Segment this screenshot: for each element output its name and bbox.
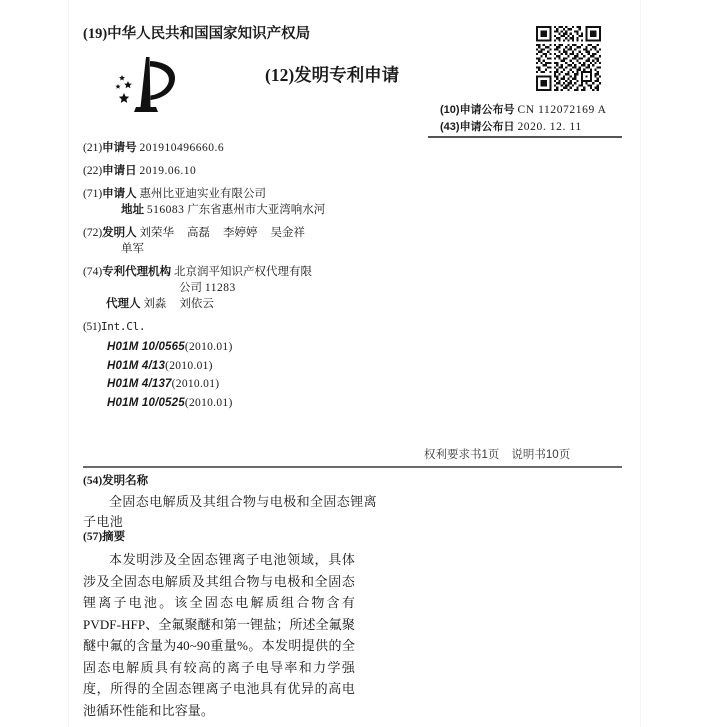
invention-title-text: 全固态电解质及其组合物与电极和全固态锂离子电池 <box>83 494 378 529</box>
ipc-symbol: H01M 10/0565 <box>107 341 185 353</box>
address-postcode: 516083 <box>146 204 185 216</box>
title-label: 发明名称 <box>102 475 149 487</box>
publication-number-code: (10) <box>440 104 460 116</box>
ipc-symbol: H01M 10/0525 <box>107 396 185 409</box>
filing-date-value: 2019.06.10 <box>139 165 197 177</box>
filing-date-code: (22) <box>83 165 103 177</box>
ipc-symbol: H01M 4/13 <box>107 359 166 372</box>
ipc-list <box>83 338 433 412</box>
ipc-entry <box>107 357 433 376</box>
page-edge-left <box>68 0 69 727</box>
document-kind-line <box>265 62 399 87</box>
ipc-version: (2010.01) <box>184 341 233 353</box>
inventor-name: 单军 <box>121 243 144 255</box>
ipc-version: (2010.01) <box>171 378 220 390</box>
agency-value-line-1: 北京润平知识产权代理有限 <box>174 266 313 278</box>
kind-name: 发明专利申请 <box>294 65 400 85</box>
application-number-value: 201910496660.6 <box>139 142 225 154</box>
field-applicant <box>83 186 433 218</box>
field-application-number <box>83 140 433 156</box>
office-name: 中华人民共和国国家知识产权局 <box>107 26 311 42</box>
agency-row-2 <box>83 280 433 296</box>
qr-code <box>536 26 601 91</box>
ipc-version: (2010.01) <box>165 359 213 372</box>
office-code: (19) <box>83 26 108 42</box>
inventors-code: (72) <box>83 227 103 239</box>
agency-row-1 <box>83 264 433 280</box>
field-agency <box>83 264 433 312</box>
ipc-label: Int.Cl. <box>100 320 146 333</box>
agency-code-number: 11283 <box>204 282 236 294</box>
field-ipc <box>83 319 433 412</box>
publication-divider <box>428 136 622 138</box>
ipc-version: (2010.01) <box>184 396 233 409</box>
applicant-row <box>83 186 433 202</box>
address-label: 地址 <box>121 204 144 216</box>
address-value: 广东省惠州市大亚湾响水河 <box>187 204 326 216</box>
abstract-label: 摘要 <box>102 531 126 543</box>
page-counts <box>424 446 570 462</box>
inventor-name: 高磊 <box>187 227 211 239</box>
filing-date-label: 申请日 <box>102 165 137 177</box>
invention-title-section <box>83 472 383 532</box>
inventors-label: 发明人 <box>102 227 137 239</box>
field-inventors <box>83 225 433 257</box>
claims-page-count: 权利要求书1页 <box>424 449 500 461</box>
applicant-value: 惠州比亚迪实业有限公司 <box>139 188 267 200</box>
ipc-header <box>83 319 433 335</box>
applicant-address-row <box>83 202 433 218</box>
abstract-text: 本发明涉及全固态锂离子电池领域，具体涉及全固态电解质及其组合物与电极和全固态锂离子电池。该全固态电解质组合物含有PVDF-HFP、全氟聚醚和第一锂盐；所述全氟聚醚中氟的含量为40~90重量%。本发明提供的全固态电解质具有较高的离子电导率和力学强度，所得的全固态锂离子电池具有优异的高电池循环性能和比容量。 <box>83 552 355 718</box>
field-filing-date <box>83 163 433 179</box>
page-edge-right <box>640 0 641 727</box>
description-page-count: 说明书10页 <box>511 449 571 461</box>
kind-code: (12) <box>265 65 295 85</box>
publication-number-value: CN 112072169 A <box>517 104 607 116</box>
application-number-label: 申请号 <box>102 142 137 154</box>
main-divider <box>83 466 622 468</box>
publication-date-label: 申请公布日 <box>459 121 515 133</box>
inventors-row-2 <box>83 241 433 257</box>
inventors-row-1 <box>83 225 433 241</box>
publication-date-row <box>440 119 630 136</box>
title-code: (54) <box>83 475 103 487</box>
publication-number-row <box>440 102 630 119</box>
abstract-section <box>83 528 355 721</box>
publication-date-value: 2020. 12. 11 <box>517 121 582 133</box>
agency-value-line-2: 公司 <box>179 282 202 294</box>
ipc-entry <box>107 375 433 394</box>
application-number-code: (21) <box>83 142 103 154</box>
issuing-office-line <box>83 22 310 43</box>
publication-info <box>440 102 630 136</box>
abstract-heading <box>83 528 355 546</box>
agent-label: 代理人 <box>106 298 141 310</box>
publication-date-code: (43) <box>440 121 460 133</box>
applicant-label: 申请人 <box>102 188 137 200</box>
cnipa-emblem <box>112 55 190 117</box>
ipc-entry <box>107 394 433 413</box>
ipc-symbol: H01M 4/137 <box>107 378 172 390</box>
inventor-name: 吴金祥 <box>270 227 306 239</box>
bibliographic-data <box>83 140 433 419</box>
ipc-entry <box>107 338 433 357</box>
inventor-name: 刘荣华 <box>139 227 175 239</box>
inventor-names-line-1 <box>140 227 306 239</box>
agent-names <box>143 298 214 310</box>
agency-label: 专利代理机构 <box>102 266 172 278</box>
title-heading <box>83 472 383 490</box>
inventor-name: 李婷婷 <box>223 227 258 239</box>
abstract-code: (57) <box>83 531 103 543</box>
agency-code: (74) <box>83 266 103 278</box>
agent-row <box>83 296 433 312</box>
applicant-code: (71) <box>83 188 103 200</box>
agent-name: 刘依云 <box>179 298 214 310</box>
ipc-code: (51) <box>83 321 101 333</box>
publication-number-label: 申请公布号 <box>459 104 515 116</box>
agent-name: 刘淼 <box>143 298 167 310</box>
